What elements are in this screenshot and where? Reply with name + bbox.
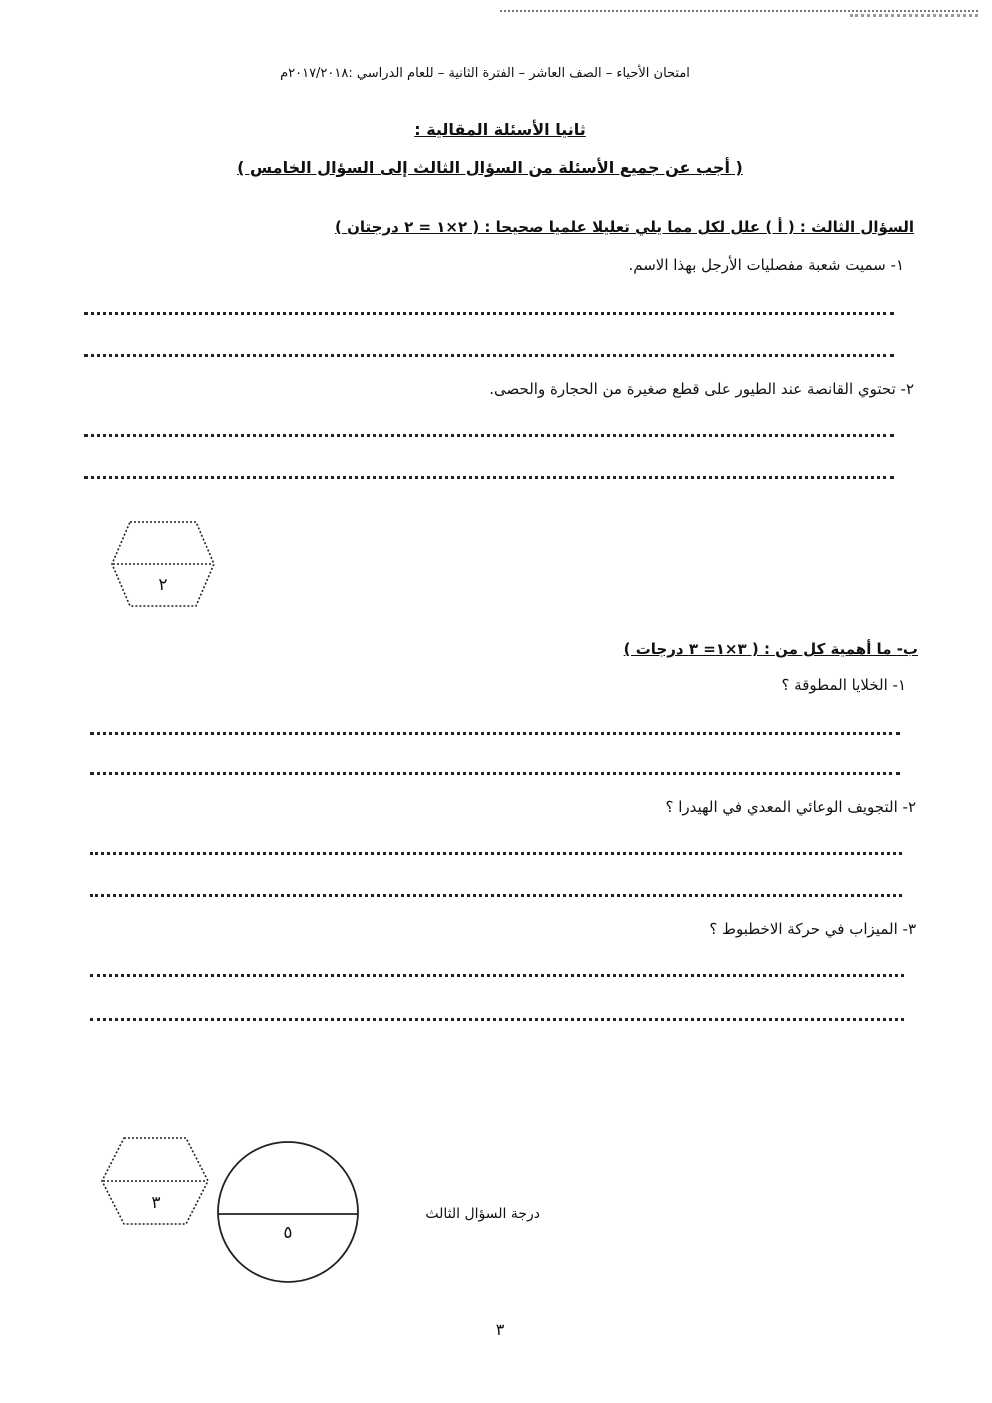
scan-artifact	[850, 14, 978, 17]
question-3a-item-2: ٢- تحتوي القانصة عند الطيور على قطع صغيرة من الحجارة والحصى.	[489, 380, 914, 398]
answer-line[interactable]	[90, 1018, 904, 1021]
scan-artifact	[500, 10, 978, 12]
part-b-score-value: ٣	[151, 1193, 161, 1213]
question-3-part-a-heading: السؤال الثالث : ( أ ) علل لكل مما يلي تعليلا علميا صحيحا : ( ٢×١ = ٢ درجتان )	[335, 218, 914, 236]
section-instruction: ( أجب عن جميع الأسئلة من السؤال الثالث إلى السؤال الخامس )	[237, 158, 743, 177]
total-score-label: درجة السؤال الثالث	[425, 1206, 540, 1222]
exam-header: امتحان الأحياء – الصف العاشر – الفترة الثانية – للعام الدراسي :٢٠١٧/٢٠١٨م	[280, 66, 690, 81]
question-3-part-b-heading: ب- ما أهمية كل من : ( ٣×١= ٣ درجات )	[623, 640, 918, 658]
answer-line[interactable]	[90, 974, 904, 977]
answer-line[interactable]	[84, 476, 894, 479]
question-3b-item-1: ١- الخلايا المطوقة ؟	[781, 676, 906, 694]
part-a-score-value: ٢	[158, 575, 168, 595]
question-3-total-score-circle	[216, 1140, 360, 1284]
answer-line[interactable]	[90, 852, 902, 855]
section-title: ثانيا الأسئلة المقالية :	[414, 120, 586, 139]
part-b-score-hexagon	[100, 1136, 212, 1226]
answer-line[interactable]	[90, 772, 900, 775]
answer-line[interactable]	[84, 354, 894, 357]
question-3a-item-1: ١- سميت شعبة مفصليات الأرجل بهذا الاسم.	[628, 256, 904, 274]
part-a-score-hexagon	[108, 520, 218, 608]
answer-line[interactable]	[84, 312, 894, 315]
answer-line[interactable]	[90, 732, 900, 735]
total-score-value: ٥	[283, 1223, 293, 1243]
answer-line[interactable]	[90, 894, 902, 897]
answer-line[interactable]	[84, 434, 894, 437]
question-3b-item-3: ٣- الميزاب في حركة الاخطبوط ؟	[709, 920, 916, 938]
page-number: ٣	[495, 1320, 505, 1339]
question-3b-item-2: ٢- التجويف الوعائي المعدي في الهيدرا ؟	[665, 798, 916, 816]
